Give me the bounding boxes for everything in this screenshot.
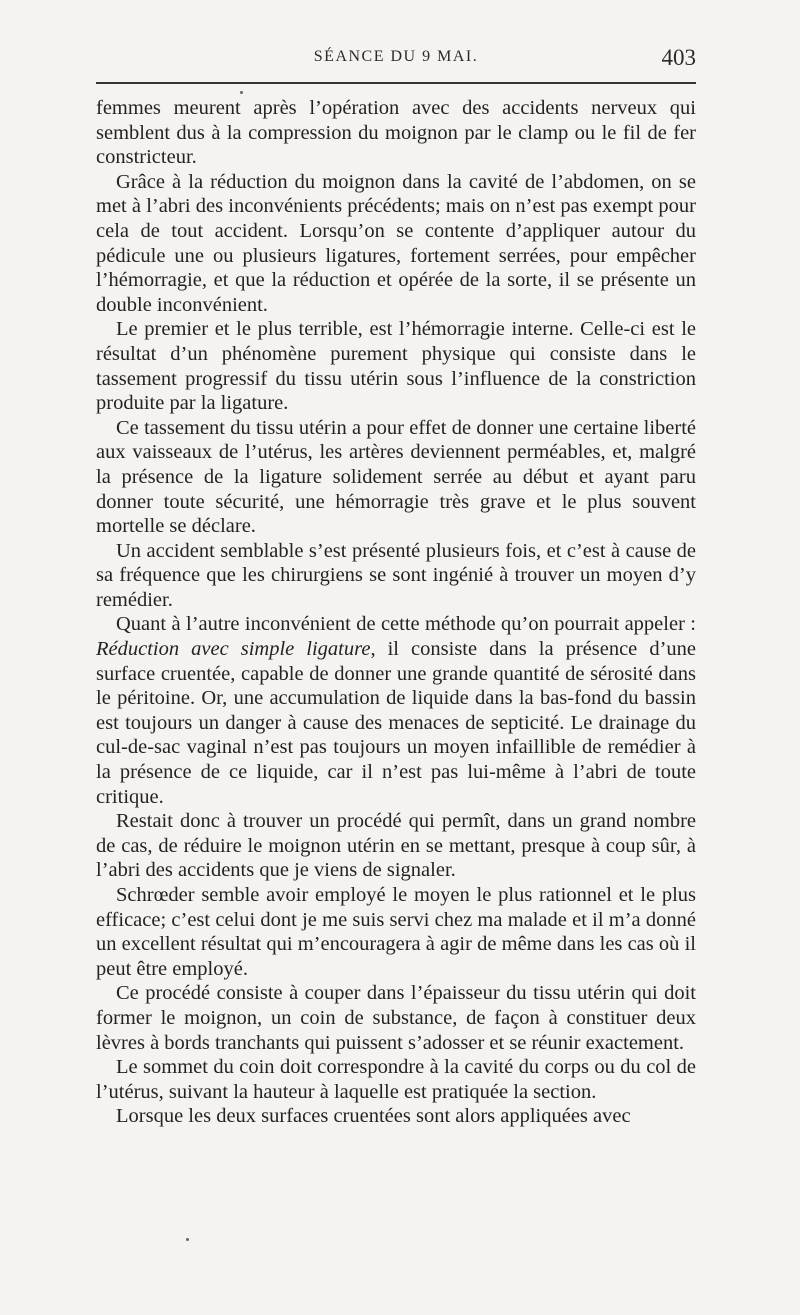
text-segment: Le sommet du coin doit correspondre à la cavité du corps ou du col de l’utérus, suivant la hauteur à laquelle est pratiquée la section. [96, 1056, 696, 1103]
body-text [96, 96, 696, 1129]
paragraph [96, 1104, 696, 1129]
text-segment: Un accident semblable s’est présenté plusieurs fois, et c’est à cause de sa fréquence que les chirurgiens se sont ingénié à trouver un moyen d’y remédier. [96, 539, 696, 611]
paragraph [96, 170, 696, 318]
paragraph [96, 1055, 696, 1104]
text-segment: Ce procédé consiste à couper dans l’épaisseur du tissu utérin qui doit former le moignon, un coin de substance, de façon à constituer deux lèvres à bords tranchants qui puissent s’adosser et se réunir exactement. [96, 982, 696, 1054]
page-number: 403 [661, 45, 696, 70]
text-segment: Quant à l’autre inconvénient de cette méthode qu’on pourrait appeler : [116, 613, 696, 636]
print-speck [240, 91, 243, 94]
print-speck [186, 1238, 189, 1241]
text-segment: femmes meurent après l’opération avec des accidents nerveux qui semblent dus à la compression du moignon par le clamp ou le fil de fer constricteur. [96, 97, 696, 169]
text-segment: Lorsque les deux surfaces cruentées sont alors appliquées avec [116, 1105, 631, 1128]
header-rule [96, 82, 696, 84]
text-segment: Grâce à la réduction du moignon dans la cavité de l’abdomen, on se met à l’abri des inconvénients précédents; mais on n’est pas exempt pour cela de tout accident. Lorsqu’on se contente d’appliquer autour du pédicule une ou plusieurs ligatures, fortement serrées, pour empêcher l’hémorragie, et que la réduction et opérée de la sorte, il se présente un double inconvénient. [96, 170, 696, 316]
paragraph [96, 96, 696, 170]
paragraph [96, 317, 696, 415]
paragraph [96, 539, 696, 613]
paragraph [96, 416, 696, 539]
italic-phrase: Réduction avec simple ligature [96, 638, 371, 661]
paragraph [96, 981, 696, 1055]
text-segment: Schrœder semble avoir employé le moyen le plus rationnel et le plus efficace; c’est celui dont je me suis servi chez ma malade et il m’a donné un excellent résultat qui m’encouragera à agir de même dans les cas où il peut être employé. [96, 884, 696, 980]
running-head [96, 45, 696, 78]
text-segment: Le premier et le plus terrible, est l’hémorragie interne. Celle-ci est le résultat d’un phénomène purement physique qui consiste dans le tassement progressif du tissu utérin sous l’influence de la constriction produite par la ligature. [96, 318, 696, 415]
text-segment: Ce tassement du tissu utérin a pour effet de donner une certaine liberté aux vaisseaux de l’utérus, les artères deviennent perméables, et, malgré la présence de la ligature solidement serrée au début et ayant paru donner toute sécurité, une hémorragie très grave et le plus souvent mortelle se déclare. [96, 416, 696, 538]
running-title: SÉANCE DU 9 MAI. [313, 48, 479, 65]
paragraph [96, 809, 696, 883]
text-segment: , il consiste dans la présence d’une surface cruentée, capable de donner une grande quantité de sérosité dans le péritoine. Or, une accumulation de liquide dans la bas-fond du bassin est toujours un danger à cause des menaces de septicité. Le drainage du cul-de-sac vaginal n’est pas toujours un moyen infaillible de remédier à la présence de ce liquide, car il n’est pas lui-même à l’abri de toute critique. [96, 638, 696, 808]
paragraph [96, 883, 696, 981]
text-segment: Restait donc à trouver un procédé qui permît, dans un grand nombre de cas, de réduire le moignon utérin en se mettant, presque à coup sûr, à l’abri des accidents que je viens de signaler. [96, 810, 696, 882]
paragraph [96, 612, 696, 809]
